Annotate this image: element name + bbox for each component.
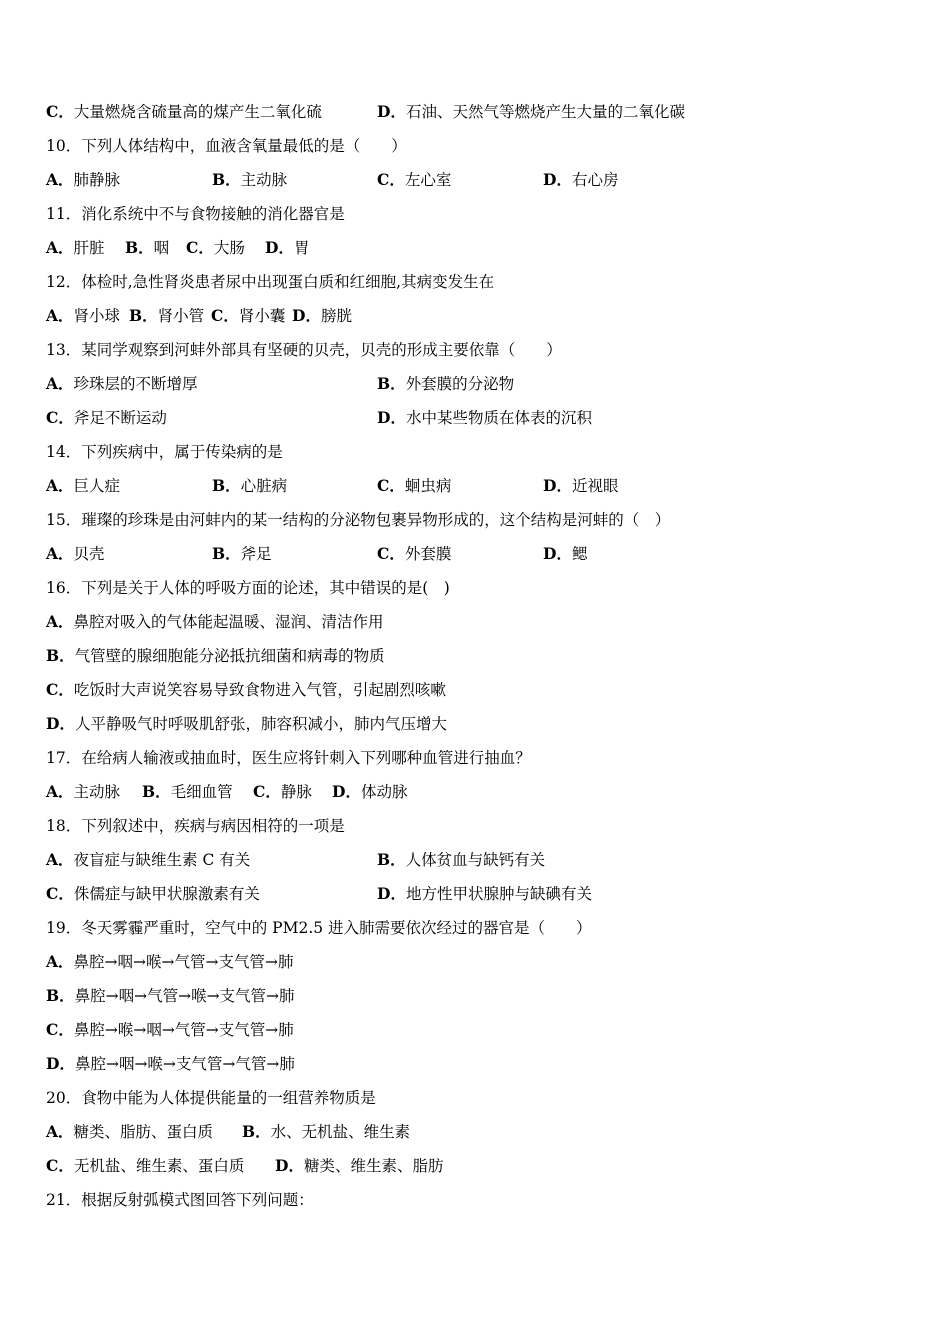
answer-option xyxy=(46,644,385,668)
option-letter: D． xyxy=(543,476,572,495)
option-text: 主动脉 xyxy=(240,171,288,189)
option-letter: D． xyxy=(377,408,406,427)
answer-option xyxy=(46,678,446,702)
question-stem xyxy=(46,134,407,158)
option-text: 右心房 xyxy=(571,171,619,189)
option-letter: C． xyxy=(186,238,214,257)
option-text: 肾小囊 xyxy=(238,307,286,325)
answer-option xyxy=(46,406,167,430)
answer-option xyxy=(46,474,120,498)
answer-option xyxy=(377,406,592,430)
option-letter: C． xyxy=(46,680,74,699)
answer-option xyxy=(212,542,272,566)
answer-option xyxy=(142,780,233,804)
option-text: 水中某些物质在体表的沉积 xyxy=(405,409,592,427)
answer-option xyxy=(212,474,287,498)
option-text: 鼻腔→咽→喉→气管→支气管→肺 xyxy=(73,953,294,971)
option-letter: D． xyxy=(46,1054,75,1073)
answer-option xyxy=(377,372,514,396)
question-text: 19．冬天雾霾严重时，空气中的 PM2.5 进入肺需要依次经过的器官是（ ） xyxy=(46,919,592,937)
question-stem xyxy=(46,440,283,464)
option-letter: B． xyxy=(377,850,406,869)
question-text: 15．璀璨的珍珠是由河蚌内的某一结构的分泌物包裹异物形成的，这个结构是河蚌的（ ） xyxy=(46,511,671,529)
option-text: 人平静吸气时呼吸肌舒张，肺容积减小，肺内气压增大 xyxy=(74,715,447,733)
option-text: 巨人症 xyxy=(73,477,121,495)
option-text: 人体贫血与缺钙有关 xyxy=(405,851,546,869)
option-letter: C． xyxy=(46,1156,74,1175)
option-letter: B． xyxy=(212,544,241,563)
option-text: 咽 xyxy=(153,239,170,257)
option-text: 地方性甲状腺肿与缺碘有关 xyxy=(405,885,592,903)
answer-option xyxy=(377,542,451,566)
question-text: 11．消化系统中不与食物接触的消化器官是 xyxy=(46,205,345,223)
option-letter: D． xyxy=(265,238,294,257)
option-letter: C． xyxy=(46,102,74,121)
option-text: 珍珠层的不断增厚 xyxy=(73,375,198,393)
option-letter: A． xyxy=(46,952,74,971)
option-letter: A． xyxy=(46,544,74,563)
answer-option xyxy=(211,304,285,328)
option-letter: C． xyxy=(46,1020,74,1039)
option-letter: A． xyxy=(46,850,74,869)
option-text: 外套膜 xyxy=(404,545,452,563)
option-text: 气管壁的腺细胞能分泌抵抗细菌和病毒的物质 xyxy=(74,647,385,665)
answer-option xyxy=(46,542,105,566)
option-letter: A． xyxy=(46,782,74,801)
answer-option xyxy=(212,168,287,192)
option-letter: B． xyxy=(212,476,241,495)
answer-option xyxy=(377,848,545,872)
option-text: 石油、天然气等燃烧产生大量的二氧化碳 xyxy=(405,103,685,121)
option-letter: B． xyxy=(212,170,241,189)
option-text: 近视眼 xyxy=(571,477,619,495)
answer-option xyxy=(46,236,105,260)
option-letter: C． xyxy=(253,782,281,801)
question-text: 20．食物中能为人体提供能量的一组营养物质是 xyxy=(46,1089,376,1107)
option-text: 斧足不断运动 xyxy=(73,409,167,427)
option-letter: B． xyxy=(46,986,75,1005)
option-text: 鼻腔→咽→气管→喉→支气管→肺 xyxy=(74,987,295,1005)
option-letter: B． xyxy=(46,646,75,665)
question-text: 14．下列疾病中，属于传染病的是 xyxy=(46,443,283,461)
option-text: 斧足 xyxy=(240,545,272,563)
answer-option xyxy=(377,882,592,906)
question-text: 16．下列是关于人体的呼吸方面的论述，其中错误的是( ) xyxy=(46,579,450,597)
question-text: 13．某同学观察到河蚌外部具有坚硬的贝壳，贝壳的形成主要依靠（ ） xyxy=(46,341,562,359)
answer-option xyxy=(46,712,447,736)
option-text: 肺静脉 xyxy=(73,171,121,189)
answer-option xyxy=(46,780,120,804)
option-letter: D． xyxy=(543,170,572,189)
answer-option xyxy=(253,780,312,804)
answer-option xyxy=(46,100,322,124)
option-text: 心脏病 xyxy=(240,477,288,495)
answer-option xyxy=(265,236,309,260)
answer-option xyxy=(129,304,204,328)
answer-option xyxy=(46,1154,244,1178)
answer-option xyxy=(46,1018,294,1042)
option-letter: C． xyxy=(377,476,405,495)
option-letter: C． xyxy=(211,306,239,325)
option-text: 鼻腔对吸入的气体能起温暖、湿润、清洁作用 xyxy=(73,613,384,631)
option-text: 膀胱 xyxy=(320,307,352,325)
option-text: 毛细血管 xyxy=(170,783,233,801)
answer-option xyxy=(292,304,352,328)
answer-option xyxy=(377,474,451,498)
option-text: 体动脉 xyxy=(360,783,408,801)
answer-option xyxy=(275,1154,443,1178)
option-letter: A． xyxy=(46,170,74,189)
answer-option xyxy=(125,236,169,260)
option-letter: C． xyxy=(46,408,74,427)
option-letter: D． xyxy=(543,544,572,563)
option-letter: B． xyxy=(377,374,406,393)
answer-option xyxy=(46,1052,295,1076)
question-stem xyxy=(46,916,592,940)
option-text: 主动脉 xyxy=(73,783,121,801)
question-stem xyxy=(46,1086,376,1110)
option-text: 肾小管 xyxy=(157,307,205,325)
option-text: 肾小球 xyxy=(73,307,121,325)
answer-option xyxy=(46,882,260,906)
option-letter: D． xyxy=(332,782,361,801)
answer-option xyxy=(242,1120,410,1144)
answer-option xyxy=(46,610,384,634)
option-letter: B． xyxy=(142,782,171,801)
question-text: 17．在给病人输液或抽血时，医生应将针刺入下列哪种血管进行抽血？ xyxy=(46,749,531,767)
option-letter: B． xyxy=(242,1122,271,1141)
question-stem xyxy=(46,202,345,226)
option-text: 外套膜的分泌物 xyxy=(405,375,515,393)
option-text: 蛔虫病 xyxy=(404,477,452,495)
option-text: 侏儒症与缺甲状腺激素有关 xyxy=(73,885,260,903)
question-text: 18．下列叙述中，疾病与病因相符的一项是 xyxy=(46,817,345,835)
option-text: 肝脏 xyxy=(73,239,105,257)
option-text: 鼻腔→咽→喉→支气管→气管→肺 xyxy=(74,1055,295,1073)
option-text: 糖类、脂肪、蛋白质 xyxy=(73,1123,214,1141)
answer-option xyxy=(46,1120,213,1144)
option-letter: C． xyxy=(377,170,405,189)
option-letter: D． xyxy=(46,714,75,733)
option-text: 左心室 xyxy=(404,171,452,189)
option-text: 大肠 xyxy=(213,239,245,257)
option-letter: A． xyxy=(46,612,74,631)
question-stem xyxy=(46,338,562,362)
answer-option xyxy=(332,780,407,804)
option-text: 鼻腔→喉→咽→气管→支气管→肺 xyxy=(73,1021,294,1039)
question-text: 21．根据反射弧模式图回答下列问题： xyxy=(46,1191,314,1209)
option-letter: D． xyxy=(292,306,321,325)
question-stem xyxy=(46,576,450,600)
option-text: 吃饭时大声说笑容易导致食物进入气管，引起剧烈咳嗽 xyxy=(73,681,446,699)
option-text: 大量燃烧含硫量高的煤产生二氧化硫 xyxy=(73,103,322,121)
answer-option xyxy=(46,168,120,192)
question-text: 12．体检时,急性肾炎患者尿中出现蛋白质和红细胞,其病变发生在 xyxy=(46,273,495,291)
answer-option xyxy=(186,236,245,260)
question-stem xyxy=(46,508,670,532)
option-text: 静脉 xyxy=(280,783,312,801)
option-letter: D． xyxy=(377,102,406,121)
option-text: 鳃 xyxy=(571,545,588,563)
option-text: 胃 xyxy=(293,239,310,257)
option-text: 无机盐、维生素、蛋白质 xyxy=(73,1157,245,1175)
answer-option xyxy=(377,168,451,192)
question-stem xyxy=(46,814,345,838)
option-letter: A． xyxy=(46,1122,74,1141)
option-text: 贝壳 xyxy=(73,545,105,563)
option-letter: A． xyxy=(46,476,74,495)
answer-option xyxy=(46,304,120,328)
option-text: 水、无机盐、维生素 xyxy=(270,1123,411,1141)
answer-option xyxy=(46,950,293,974)
option-letter: A． xyxy=(46,238,74,257)
option-letter: D． xyxy=(275,1156,304,1175)
option-letter: B． xyxy=(129,306,158,325)
option-text: 糖类、维生素、脂肪 xyxy=(303,1157,444,1175)
option-letter: A． xyxy=(46,306,74,325)
option-letter: C． xyxy=(377,544,405,563)
question-stem xyxy=(46,746,531,770)
option-letter: C． xyxy=(46,884,74,903)
answer-option xyxy=(46,372,198,396)
answer-option xyxy=(377,100,685,124)
option-letter: B． xyxy=(125,238,154,257)
answer-option xyxy=(543,542,587,566)
answer-option xyxy=(543,474,618,498)
answer-option xyxy=(543,168,618,192)
option-letter: A． xyxy=(46,374,74,393)
question-stem xyxy=(46,270,494,294)
question-stem xyxy=(46,1188,314,1212)
option-letter: D． xyxy=(377,884,406,903)
option-text: 夜盲症与缺维生素 C 有关 xyxy=(73,851,251,869)
question-text: 10．下列人体结构中，血液含氧量最低的是（ ） xyxy=(46,137,407,155)
answer-option xyxy=(46,848,250,872)
answer-option xyxy=(46,984,295,1008)
